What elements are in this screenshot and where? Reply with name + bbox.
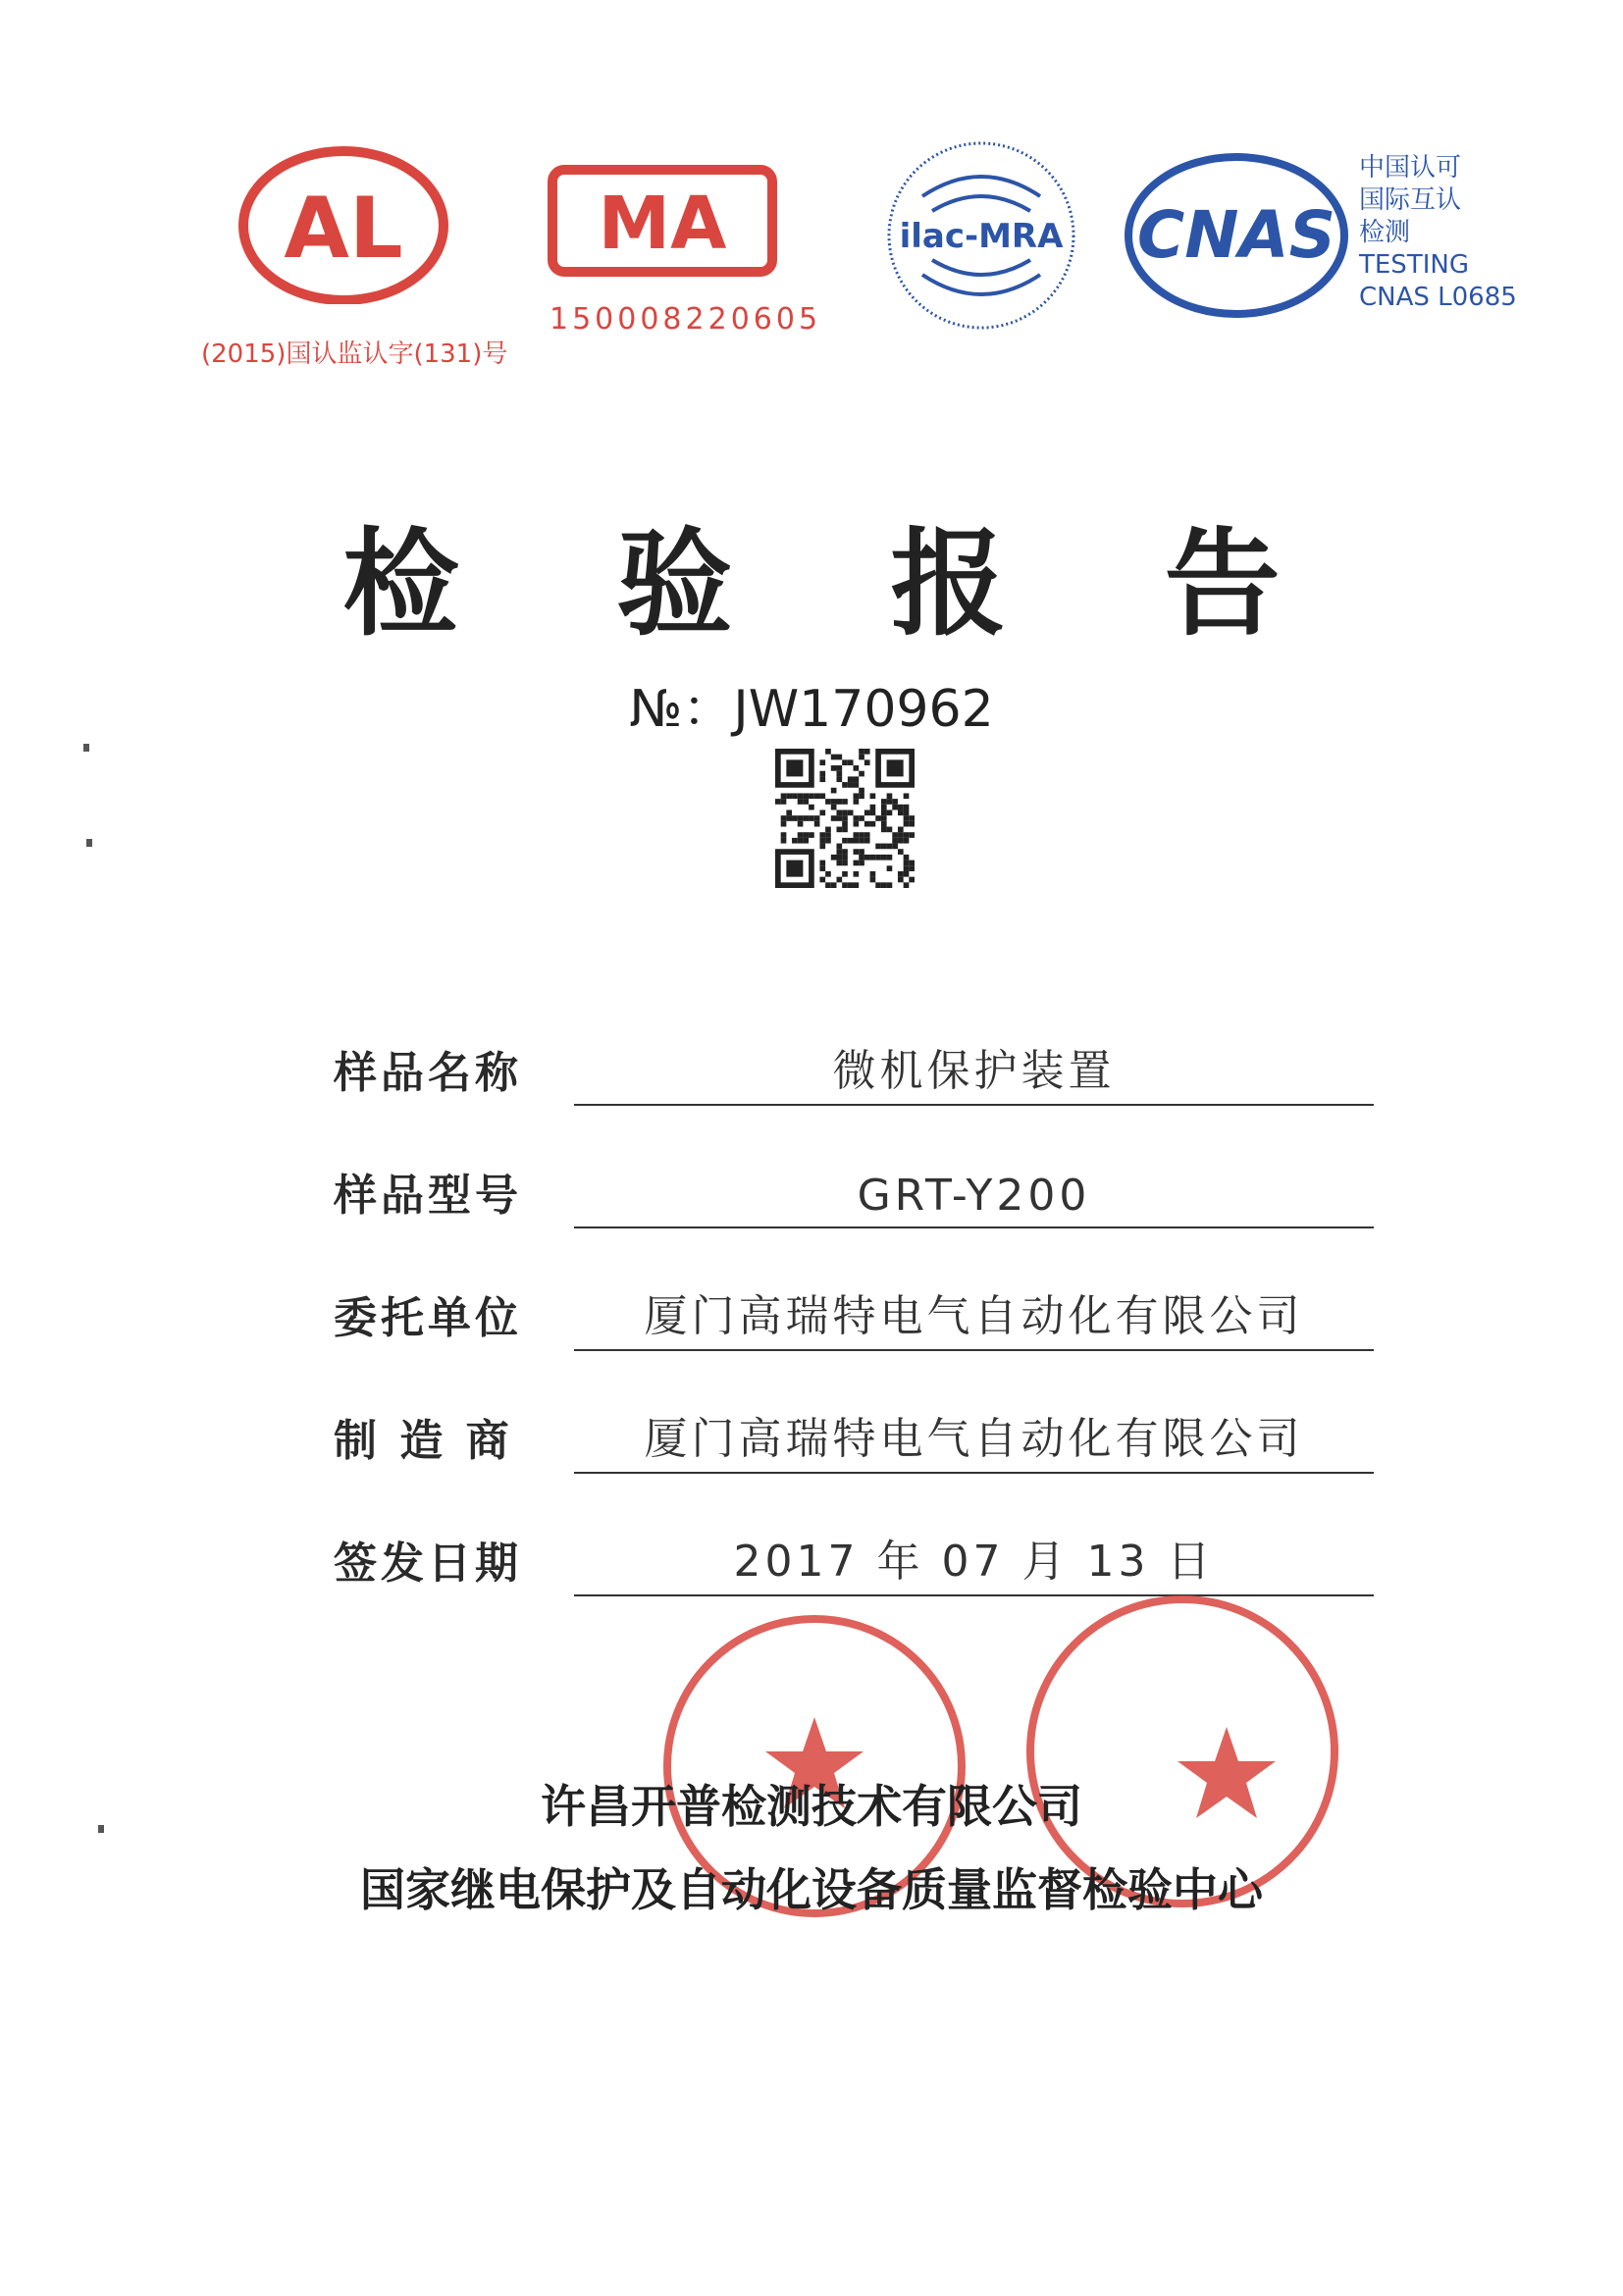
margin-mark — [98, 1825, 104, 1833]
report-title: 检 验 报 告 — [342, 516, 1339, 652]
field-value: 厦门高瑞特电气自动化有限公司 — [644, 1414, 1304, 1464]
issuer-center: 国家继电保护及自动化设备质量监督检验中心 — [360, 1863, 1263, 1916]
margin-mark — [83, 744, 89, 752]
field-underline — [574, 1226, 1374, 1228]
margin-mark — [86, 839, 92, 847]
cnas-accreditation-block: 中国认可 国际互认 检测 TESTING CNAS L0685 — [1359, 153, 1517, 312]
field-label: 样品型号 — [334, 1171, 522, 1221]
field-value: 厦门高瑞特电气自动化有限公司 — [644, 1291, 1304, 1341]
cnas-logo — [1119, 147, 1354, 324]
cal-cert-number: (2015)国认监认字(131)号 — [201, 339, 508, 369]
cma-cert-number: 150008220605 — [550, 302, 822, 337]
field-underline — [574, 1104, 1374, 1106]
svg-text:ilac-MRA: ilac-MRA — [899, 217, 1064, 256]
issuer-company: 许昌开普检测技术有限公司 — [541, 1780, 1082, 1833]
field-label: 委托单位 — [334, 1293, 522, 1343]
field-sample-name — [334, 1035, 1374, 1114]
field-client — [334, 1280, 1374, 1359]
svg-text:MA: MA — [598, 182, 727, 266]
cal-logo — [236, 137, 451, 304]
svg-text:AL: AL — [284, 180, 403, 278]
field-value: 微机保护装置 — [832, 1046, 1116, 1096]
cma-logo — [545, 162, 780, 280]
field-manufacturer — [334, 1403, 1374, 1482]
field-label: 签发日期 — [334, 1539, 522, 1589]
field-underline — [574, 1472, 1374, 1474]
field-label: 样品名称 — [334, 1048, 522, 1098]
field-sample-model — [334, 1158, 1374, 1236]
field-value: 2017 年 07 月 13 日 — [733, 1537, 1215, 1587]
qr-code — [775, 749, 915, 888]
svg-text:CNAS: CNAS — [1136, 197, 1336, 273]
report-number: №：JW170962 — [629, 680, 994, 739]
field-underline — [574, 1349, 1374, 1351]
ilac-mra-logo — [883, 137, 1079, 334]
field-label: 制 造 商 — [334, 1416, 513, 1466]
field-value: GRT-Y200 — [857, 1171, 1091, 1221]
